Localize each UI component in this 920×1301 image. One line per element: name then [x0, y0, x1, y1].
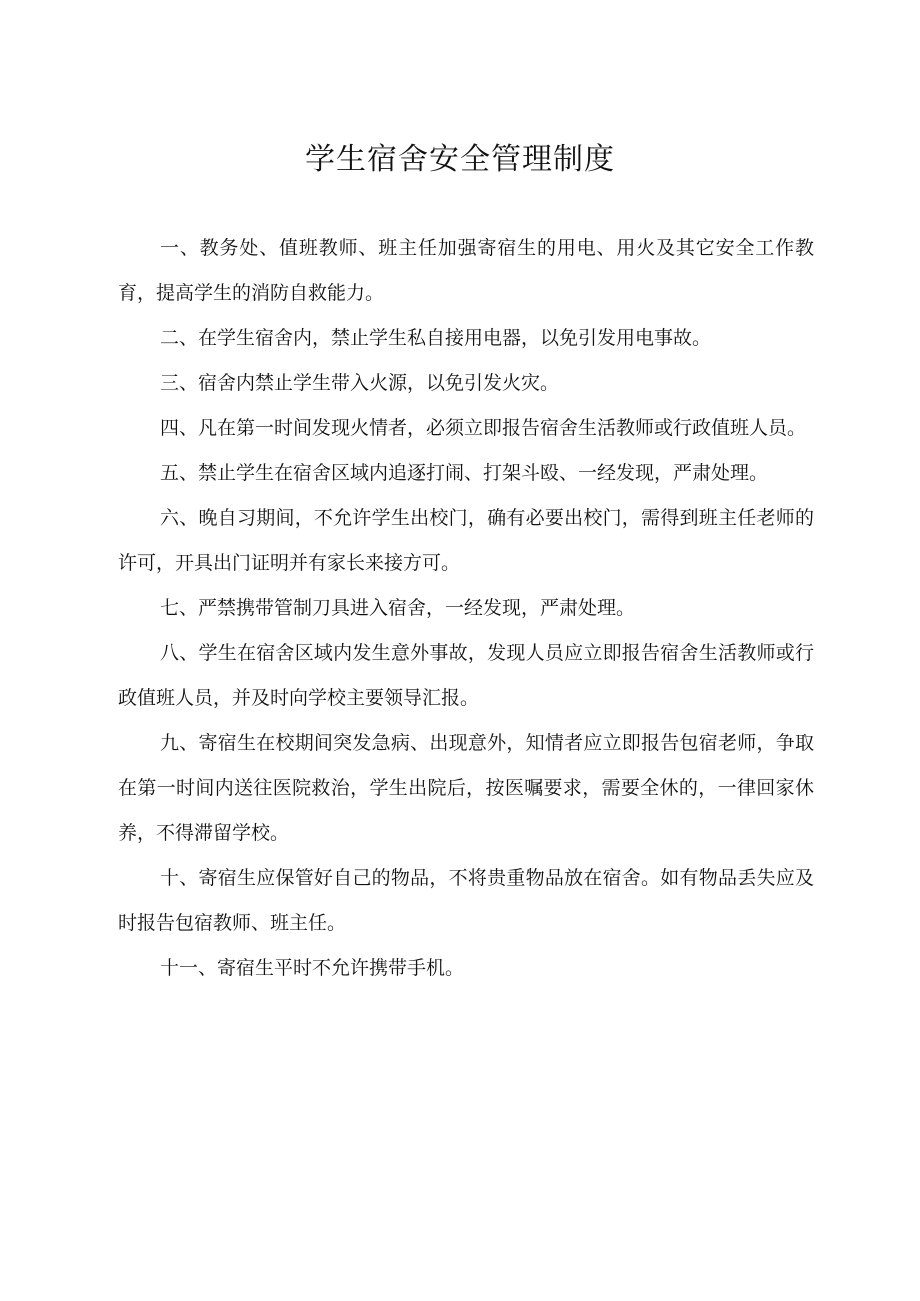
- rule-paragraph-5: 五、禁止学生在宿舍区域内追逐打闹、打架斗殴、一经发现，严肃处理。: [160, 462, 769, 484]
- rule-paragraph-11: 十一、寄宿生平时不允许携带手机。: [160, 957, 465, 979]
- rule-paragraph-4: 四、凡在第一时间发现火情者，必须立即报告宿舍生活教师或行政值班人员。: [160, 417, 807, 439]
- rule-paragraph-9: 九、寄宿生在校期间突发急病、出现意外，知情者应立即报告包宿老师，争取在第一时间内送往医院救治，学生出院后，按医嘱要求，需要全休的，一律回家休养，不得滞留学校。: [118, 732, 814, 844]
- rule-paragraph-3: 三、宿舍内禁止学生带入火源，以免引发火灾。: [160, 372, 560, 394]
- document-title: 学生宿舍安全管理制度: [305, 142, 615, 177]
- rule-paragraph-6: 六、晚自习期间，不允许学生出校门，确有必要出校门，需得到班主任老师的许可，开具出门证明并有家长来接方可。: [118, 507, 814, 574]
- rule-paragraph-8: 八、学生在宿舍区域内发生意外事故，发现人员应立即报告宿舍生活教师或行政值班人员，并及时向学校主要领导汇报。: [118, 642, 814, 709]
- rule-paragraph-10: 十、寄宿生应保管好自己的物品，不将贵重物品放在宿舍。如有物品丢失应及时报告包宿教师、班主任。: [118, 867, 814, 934]
- rule-paragraph-1: 一、教务处、值班教师、班主任加强寄宿生的用电、用火及其它安全工作教育，提高学生的消防自救能力。: [118, 237, 814, 304]
- rule-paragraph-7: 七、严禁携带管制刀具进入宿舍，一经发现，严肃处理。: [160, 597, 636, 619]
- document-body: [118, 226, 814, 991]
- rule-paragraph-2: 二、在学生宿舍内，禁止学生私自接用电器，以免引发用电事故。: [160, 327, 712, 349]
